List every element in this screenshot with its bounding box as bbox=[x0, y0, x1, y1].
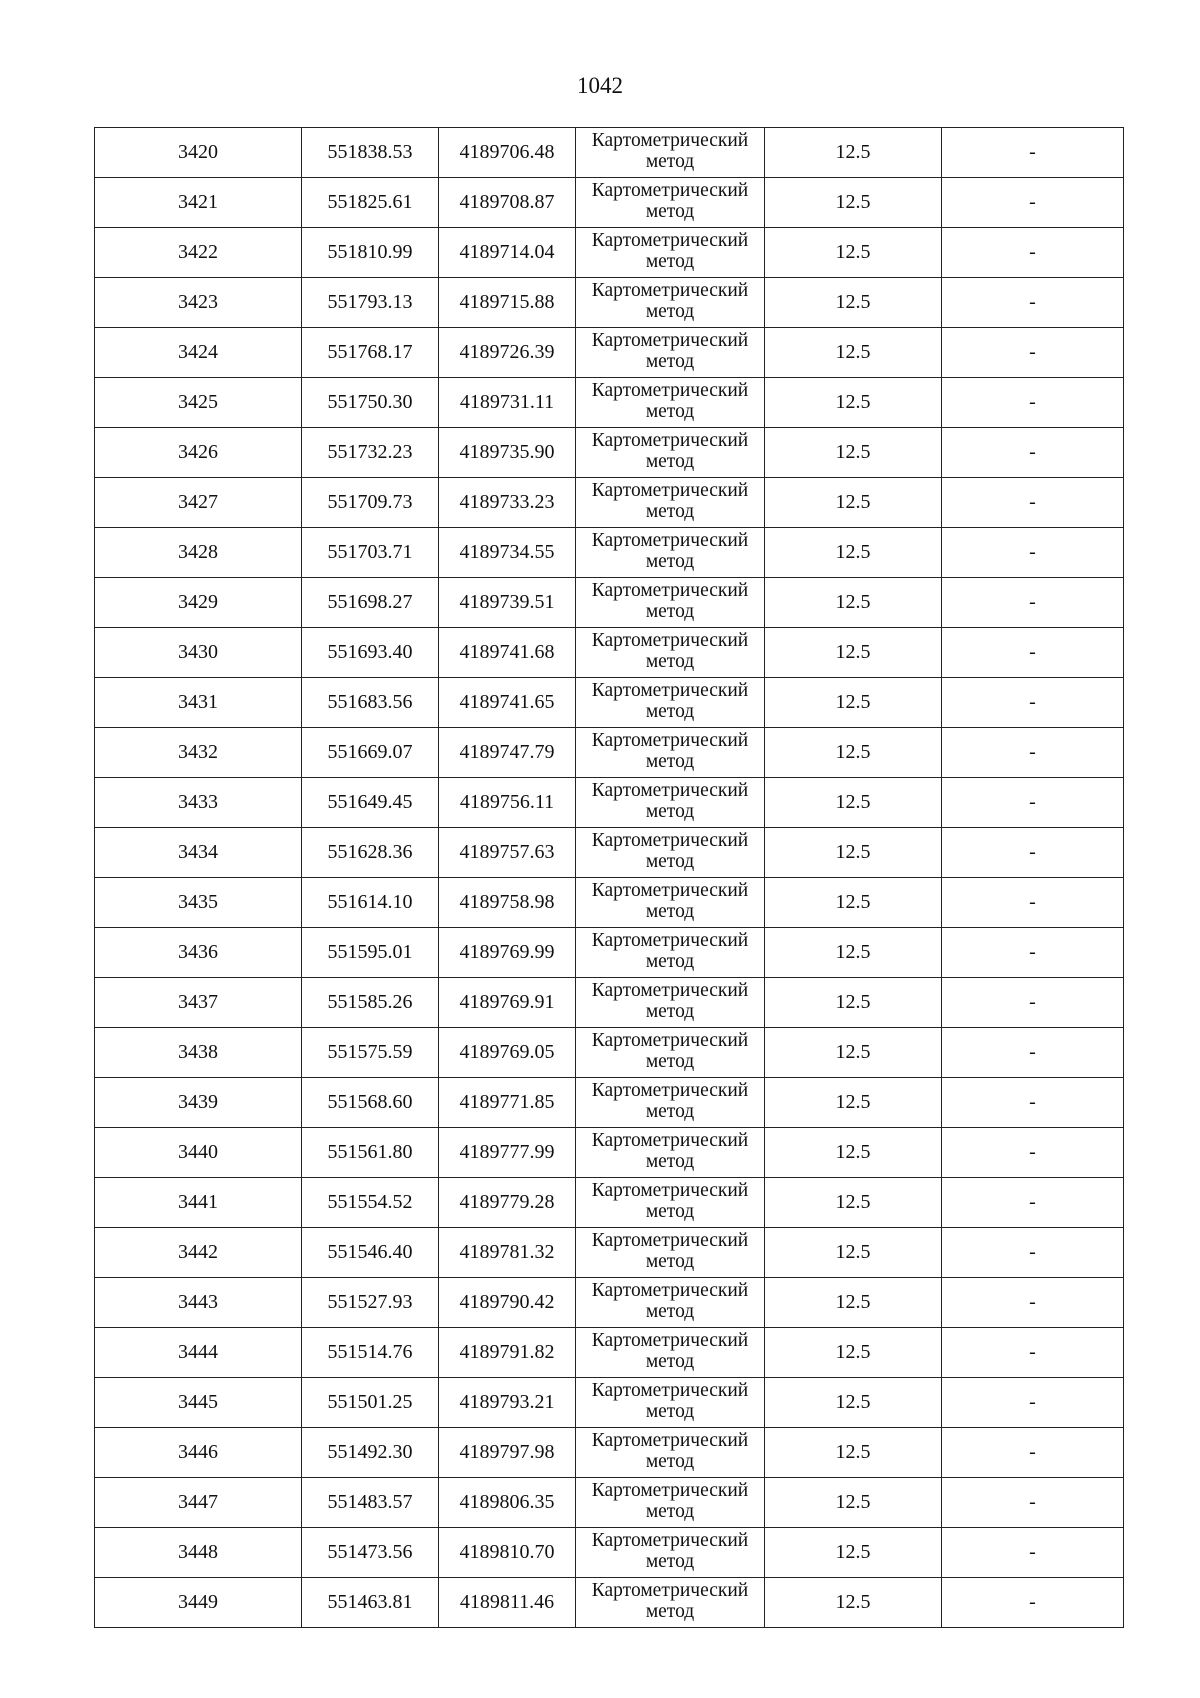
point-number-cell: 3442 bbox=[95, 1228, 302, 1278]
note-cell: - bbox=[942, 1128, 1124, 1178]
method-line-1: Картометрический bbox=[591, 1529, 749, 1551]
table-row bbox=[95, 1228, 1124, 1278]
accuracy-cell: 12.5 bbox=[765, 228, 942, 278]
accuracy-cell: 12.5 bbox=[765, 678, 942, 728]
x-coordinate-cell: 551750.30 bbox=[302, 378, 439, 428]
accuracy-cell: 12.5 bbox=[765, 1128, 942, 1178]
table-row bbox=[95, 1178, 1124, 1228]
point-number-cell: 3435 bbox=[95, 878, 302, 928]
x-coordinate-cell: 551703.71 bbox=[302, 528, 439, 578]
point-number-cell: 3432 bbox=[95, 728, 302, 778]
method-line-1: Картометрический bbox=[591, 179, 749, 201]
note-cell: - bbox=[942, 1028, 1124, 1078]
accuracy-cell: 12.5 bbox=[765, 1178, 942, 1228]
x-coordinate-cell: 551527.93 bbox=[302, 1278, 439, 1328]
x-coordinate-cell: 551554.52 bbox=[302, 1178, 439, 1228]
x-coordinate-cell: 551732.23 bbox=[302, 428, 439, 478]
method-cell bbox=[576, 1228, 765, 1278]
x-coordinate-cell: 551825.61 bbox=[302, 178, 439, 228]
method-cell bbox=[576, 128, 765, 178]
note-cell: - bbox=[942, 1528, 1124, 1578]
note-cell: - bbox=[942, 1428, 1124, 1478]
x-coordinate-cell: 551709.73 bbox=[302, 478, 439, 528]
accuracy-cell: 12.5 bbox=[765, 1028, 942, 1078]
accuracy-cell: 12.5 bbox=[765, 878, 942, 928]
accuracy-cell: 12.5 bbox=[765, 378, 942, 428]
note-cell: - bbox=[942, 478, 1124, 528]
note-cell: - bbox=[942, 428, 1124, 478]
table-row bbox=[95, 578, 1124, 628]
x-coordinate-cell: 551568.60 bbox=[302, 1078, 439, 1128]
accuracy-cell: 12.5 bbox=[765, 328, 942, 378]
accuracy-cell: 12.5 bbox=[765, 728, 942, 778]
point-number-cell: 3439 bbox=[95, 1078, 302, 1128]
method-line-1: Картометрический bbox=[591, 1279, 749, 1301]
x-coordinate-cell: 551810.99 bbox=[302, 228, 439, 278]
point-number-cell: 3427 bbox=[95, 478, 302, 528]
x-coordinate-cell: 551595.01 bbox=[302, 928, 439, 978]
method-line-2: метод bbox=[645, 800, 695, 822]
method-line-1: Картометрический bbox=[591, 279, 749, 301]
x-coordinate-cell: 551546.40 bbox=[302, 1228, 439, 1278]
x-coordinate-cell: 551698.27 bbox=[302, 578, 439, 628]
y-coordinate-cell: 4189733.23 bbox=[439, 478, 576, 528]
table-row bbox=[95, 328, 1124, 378]
note-cell: - bbox=[942, 778, 1124, 828]
method-cell bbox=[576, 1278, 765, 1328]
table-row bbox=[95, 178, 1124, 228]
table-row bbox=[95, 1528, 1124, 1578]
accuracy-cell: 12.5 bbox=[765, 578, 942, 628]
table-row bbox=[95, 528, 1124, 578]
method-line-2: метод bbox=[645, 650, 695, 672]
method-line-2: метод bbox=[645, 1250, 695, 1272]
method-cell bbox=[576, 678, 765, 728]
point-number-cell: 3445 bbox=[95, 1378, 302, 1428]
method-line-1: Картометрический bbox=[591, 429, 749, 451]
method-line-1: Картометрический bbox=[591, 1229, 749, 1251]
y-coordinate-cell: 4189797.98 bbox=[439, 1428, 576, 1478]
y-coordinate-cell: 4189741.68 bbox=[439, 628, 576, 678]
y-coordinate-cell: 4189757.63 bbox=[439, 828, 576, 878]
point-number-cell: 3433 bbox=[95, 778, 302, 828]
table-row bbox=[95, 278, 1124, 328]
accuracy-cell: 12.5 bbox=[765, 1578, 942, 1628]
note-cell: - bbox=[942, 628, 1124, 678]
accuracy-cell: 12.5 bbox=[765, 828, 942, 878]
point-number-cell: 3420 bbox=[95, 128, 302, 178]
point-number-cell: 3422 bbox=[95, 228, 302, 278]
method-cell bbox=[576, 1028, 765, 1078]
note-cell: - bbox=[942, 1478, 1124, 1528]
point-number-cell: 3443 bbox=[95, 1278, 302, 1328]
x-coordinate-cell: 551614.10 bbox=[302, 878, 439, 928]
y-coordinate-cell: 4189739.51 bbox=[439, 578, 576, 628]
method-line-1: Картометрический bbox=[591, 1029, 749, 1051]
method-cell bbox=[576, 228, 765, 278]
y-coordinate-cell: 4189734.55 bbox=[439, 528, 576, 578]
method-line-2: метод bbox=[645, 150, 695, 172]
y-coordinate-cell: 4189790.42 bbox=[439, 1278, 576, 1328]
method-line-2: метод bbox=[645, 1600, 695, 1622]
y-coordinate-cell: 4189806.35 bbox=[439, 1478, 576, 1528]
accuracy-cell: 12.5 bbox=[765, 1478, 942, 1528]
y-coordinate-cell: 4189715.88 bbox=[439, 278, 576, 328]
table-row bbox=[95, 428, 1124, 478]
accuracy-cell: 12.5 bbox=[765, 1078, 942, 1128]
method-cell bbox=[576, 278, 765, 328]
note-cell: - bbox=[942, 1378, 1124, 1428]
table-row bbox=[95, 1328, 1124, 1378]
accuracy-cell: 12.5 bbox=[765, 1428, 942, 1478]
point-number-cell: 3444 bbox=[95, 1328, 302, 1378]
table-row bbox=[95, 1478, 1124, 1528]
method-cell bbox=[576, 178, 765, 228]
x-coordinate-cell: 551649.45 bbox=[302, 778, 439, 828]
method-cell bbox=[576, 528, 765, 578]
table-row bbox=[95, 1078, 1124, 1128]
method-cell bbox=[576, 1378, 765, 1428]
method-cell bbox=[576, 828, 765, 878]
method-line-1: Картометрический bbox=[591, 579, 749, 601]
table-row bbox=[95, 1578, 1124, 1628]
note-cell: - bbox=[942, 378, 1124, 428]
table-row bbox=[95, 878, 1124, 928]
method-cell bbox=[576, 428, 765, 478]
y-coordinate-cell: 4189731.11 bbox=[439, 378, 576, 428]
method-line-2: метод bbox=[645, 600, 695, 622]
method-cell bbox=[576, 878, 765, 928]
note-cell: - bbox=[942, 728, 1124, 778]
note-cell: - bbox=[942, 928, 1124, 978]
table-row bbox=[95, 128, 1124, 178]
table-row bbox=[95, 628, 1124, 678]
accuracy-cell: 12.5 bbox=[765, 1378, 942, 1428]
x-coordinate-cell: 551483.57 bbox=[302, 1478, 439, 1528]
accuracy-cell: 12.5 bbox=[765, 978, 942, 1028]
point-number-cell: 3440 bbox=[95, 1128, 302, 1178]
point-number-cell: 3428 bbox=[95, 528, 302, 578]
y-coordinate-cell: 4189781.32 bbox=[439, 1228, 576, 1278]
point-number-cell: 3434 bbox=[95, 828, 302, 878]
method-line-2: метод bbox=[645, 1350, 695, 1372]
method-cell bbox=[576, 628, 765, 678]
method-cell bbox=[576, 1578, 765, 1628]
method-cell bbox=[576, 378, 765, 428]
method-cell bbox=[576, 1128, 765, 1178]
x-coordinate-cell: 551501.25 bbox=[302, 1378, 439, 1428]
method-line-1: Картометрический bbox=[591, 929, 749, 951]
y-coordinate-cell: 4189758.98 bbox=[439, 878, 576, 928]
method-line-1: Картометрический bbox=[591, 679, 749, 701]
table-row bbox=[95, 1128, 1124, 1178]
note-cell: - bbox=[942, 1178, 1124, 1228]
x-coordinate-cell: 551838.53 bbox=[302, 128, 439, 178]
accuracy-cell: 12.5 bbox=[765, 128, 942, 178]
note-cell: - bbox=[942, 228, 1124, 278]
y-coordinate-cell: 4189769.05 bbox=[439, 1028, 576, 1078]
point-number-cell: 3425 bbox=[95, 378, 302, 428]
method-line-1: Картометрический bbox=[591, 1079, 749, 1101]
point-number-cell: 3423 bbox=[95, 278, 302, 328]
y-coordinate-cell: 4189771.85 bbox=[439, 1078, 576, 1128]
accuracy-cell: 12.5 bbox=[765, 178, 942, 228]
method-line-1: Картометрический bbox=[591, 1579, 749, 1601]
y-coordinate-cell: 4189777.99 bbox=[439, 1128, 576, 1178]
accuracy-cell: 12.5 bbox=[765, 1328, 942, 1378]
method-line-1: Картометрический bbox=[591, 629, 749, 651]
y-coordinate-cell: 4189791.82 bbox=[439, 1328, 576, 1378]
method-line-1: Картометрический bbox=[591, 1129, 749, 1151]
point-number-cell: 3441 bbox=[95, 1178, 302, 1228]
method-cell bbox=[576, 478, 765, 528]
y-coordinate-cell: 4189769.91 bbox=[439, 978, 576, 1028]
y-coordinate-cell: 4189714.04 bbox=[439, 228, 576, 278]
point-number-cell: 3438 bbox=[95, 1028, 302, 1078]
point-number-cell: 3430 bbox=[95, 628, 302, 678]
point-number-cell: 3431 bbox=[95, 678, 302, 728]
coordinates-table bbox=[94, 127, 1124, 1628]
x-coordinate-cell: 551473.56 bbox=[302, 1528, 439, 1578]
accuracy-cell: 12.5 bbox=[765, 1228, 942, 1278]
method-line-2: метод bbox=[645, 400, 695, 422]
method-line-2: метод bbox=[645, 1000, 695, 1022]
y-coordinate-cell: 4189747.79 bbox=[439, 728, 576, 778]
accuracy-cell: 12.5 bbox=[765, 778, 942, 828]
accuracy-cell: 12.5 bbox=[765, 528, 942, 578]
method-line-1: Картометрический bbox=[591, 229, 749, 251]
method-line-1: Картометрический bbox=[591, 129, 749, 151]
method-line-2: метод bbox=[645, 200, 695, 222]
method-line-2: метод bbox=[645, 350, 695, 372]
method-cell bbox=[576, 328, 765, 378]
method-line-2: метод bbox=[645, 1050, 695, 1072]
method-line-2: метод bbox=[645, 1400, 695, 1422]
table-row bbox=[95, 978, 1124, 1028]
point-number-cell: 3429 bbox=[95, 578, 302, 628]
note-cell: - bbox=[942, 1278, 1124, 1328]
y-coordinate-cell: 4189726.39 bbox=[439, 328, 576, 378]
x-coordinate-cell: 551585.26 bbox=[302, 978, 439, 1028]
method-line-1: Картометрический bbox=[591, 829, 749, 851]
x-coordinate-cell: 551693.40 bbox=[302, 628, 439, 678]
method-line-1: Картометрический bbox=[591, 1479, 749, 1501]
table-row bbox=[95, 728, 1124, 778]
x-coordinate-cell: 551492.30 bbox=[302, 1428, 439, 1478]
method-cell bbox=[576, 1328, 765, 1378]
note-cell: - bbox=[942, 178, 1124, 228]
note-cell: - bbox=[942, 828, 1124, 878]
note-cell: - bbox=[942, 278, 1124, 328]
x-coordinate-cell: 551683.56 bbox=[302, 678, 439, 728]
accuracy-cell: 12.5 bbox=[765, 928, 942, 978]
method-line-2: метод bbox=[645, 1200, 695, 1222]
method-line-2: метод bbox=[645, 1500, 695, 1522]
note-cell: - bbox=[942, 1078, 1124, 1128]
method-line-2: метод bbox=[645, 550, 695, 572]
note-cell: - bbox=[942, 528, 1124, 578]
method-cell bbox=[576, 778, 765, 828]
x-coordinate-cell: 551669.07 bbox=[302, 728, 439, 778]
method-line-1: Картометрический bbox=[591, 979, 749, 1001]
method-line-1: Картометрический bbox=[591, 1379, 749, 1401]
point-number-cell: 3449 bbox=[95, 1578, 302, 1628]
x-coordinate-cell: 551463.81 bbox=[302, 1578, 439, 1628]
table-row bbox=[95, 1028, 1124, 1078]
accuracy-cell: 12.5 bbox=[765, 478, 942, 528]
point-number-cell: 3421 bbox=[95, 178, 302, 228]
method-line-2: метод bbox=[645, 1100, 695, 1122]
y-coordinate-cell: 4189735.90 bbox=[439, 428, 576, 478]
method-line-1: Картометрический bbox=[591, 1429, 749, 1451]
method-line-2: метод bbox=[645, 1550, 695, 1572]
method-line-2: метод bbox=[645, 900, 695, 922]
method-cell bbox=[576, 578, 765, 628]
method-line-2: метод bbox=[645, 300, 695, 322]
method-cell bbox=[576, 1428, 765, 1478]
y-coordinate-cell: 4189708.87 bbox=[439, 178, 576, 228]
note-cell: - bbox=[942, 578, 1124, 628]
y-coordinate-cell: 4189706.48 bbox=[439, 128, 576, 178]
table-body bbox=[95, 128, 1124, 1628]
y-coordinate-cell: 4189756.11 bbox=[439, 778, 576, 828]
method-line-1: Картометрический bbox=[591, 729, 749, 751]
x-coordinate-cell: 551561.80 bbox=[302, 1128, 439, 1178]
note-cell: - bbox=[942, 328, 1124, 378]
table-row bbox=[95, 1378, 1124, 1428]
note-cell: - bbox=[942, 878, 1124, 928]
point-number-cell: 3448 bbox=[95, 1528, 302, 1578]
method-line-2: метод bbox=[645, 1450, 695, 1472]
table-row bbox=[95, 478, 1124, 528]
table-row bbox=[95, 228, 1124, 278]
method-line-2: метод bbox=[645, 500, 695, 522]
accuracy-cell: 12.5 bbox=[765, 278, 942, 328]
note-cell: - bbox=[942, 978, 1124, 1028]
y-coordinate-cell: 4189769.99 bbox=[439, 928, 576, 978]
accuracy-cell: 12.5 bbox=[765, 1278, 942, 1328]
method-line-1: Картометрический bbox=[591, 1329, 749, 1351]
method-cell bbox=[576, 1478, 765, 1528]
method-line-1: Картометрический bbox=[591, 379, 749, 401]
y-coordinate-cell: 4189779.28 bbox=[439, 1178, 576, 1228]
accuracy-cell: 12.5 bbox=[765, 1528, 942, 1578]
method-cell bbox=[576, 928, 765, 978]
method-line-2: метод bbox=[645, 1150, 695, 1172]
method-line-2: метод bbox=[645, 950, 695, 972]
method-line-2: метод bbox=[645, 850, 695, 872]
point-number-cell: 3437 bbox=[95, 978, 302, 1028]
method-cell bbox=[576, 978, 765, 1028]
point-number-cell: 3426 bbox=[95, 428, 302, 478]
x-coordinate-cell: 551768.17 bbox=[302, 328, 439, 378]
point-number-cell: 3436 bbox=[95, 928, 302, 978]
note-cell: - bbox=[942, 1578, 1124, 1628]
page-number: 1042 bbox=[577, 73, 623, 98]
table-row bbox=[95, 378, 1124, 428]
method-line-2: метод bbox=[645, 250, 695, 272]
method-line-2: метод bbox=[645, 700, 695, 722]
accuracy-cell: 12.5 bbox=[765, 628, 942, 678]
table-row bbox=[95, 1428, 1124, 1478]
note-cell: - bbox=[942, 128, 1124, 178]
accuracy-cell: 12.5 bbox=[765, 428, 942, 478]
method-line-1: Картометрический bbox=[591, 779, 749, 801]
table-row bbox=[95, 1278, 1124, 1328]
table-row bbox=[95, 828, 1124, 878]
method-line-2: метод bbox=[645, 750, 695, 772]
method-line-1: Картометрический bbox=[591, 329, 749, 351]
point-number-cell: 3447 bbox=[95, 1478, 302, 1528]
x-coordinate-cell: 551793.13 bbox=[302, 278, 439, 328]
note-cell: - bbox=[942, 1228, 1124, 1278]
table-row bbox=[95, 678, 1124, 728]
note-cell: - bbox=[942, 1328, 1124, 1378]
y-coordinate-cell: 4189741.65 bbox=[439, 678, 576, 728]
x-coordinate-cell: 551575.59 bbox=[302, 1028, 439, 1078]
method-cell bbox=[576, 1078, 765, 1128]
point-number-cell: 3424 bbox=[95, 328, 302, 378]
method-line-1: Картометрический bbox=[591, 529, 749, 551]
note-cell: - bbox=[942, 678, 1124, 728]
y-coordinate-cell: 4189810.70 bbox=[439, 1528, 576, 1578]
method-line-2: метод bbox=[645, 450, 695, 472]
method-line-1: Картометрический bbox=[591, 879, 749, 901]
point-number-cell: 3446 bbox=[95, 1428, 302, 1478]
method-line-1: Картометрический bbox=[591, 1179, 749, 1201]
y-coordinate-cell: 4189793.21 bbox=[439, 1378, 576, 1428]
method-cell bbox=[576, 1178, 765, 1228]
table-row bbox=[95, 778, 1124, 828]
method-line-1: Картометрический bbox=[591, 479, 749, 501]
method-cell bbox=[576, 728, 765, 778]
y-coordinate-cell: 4189811.46 bbox=[439, 1578, 576, 1628]
method-cell bbox=[576, 1528, 765, 1578]
method-line-2: метод bbox=[645, 1300, 695, 1322]
x-coordinate-cell: 551628.36 bbox=[302, 828, 439, 878]
x-coordinate-cell: 551514.76 bbox=[302, 1328, 439, 1378]
table-row bbox=[95, 928, 1124, 978]
